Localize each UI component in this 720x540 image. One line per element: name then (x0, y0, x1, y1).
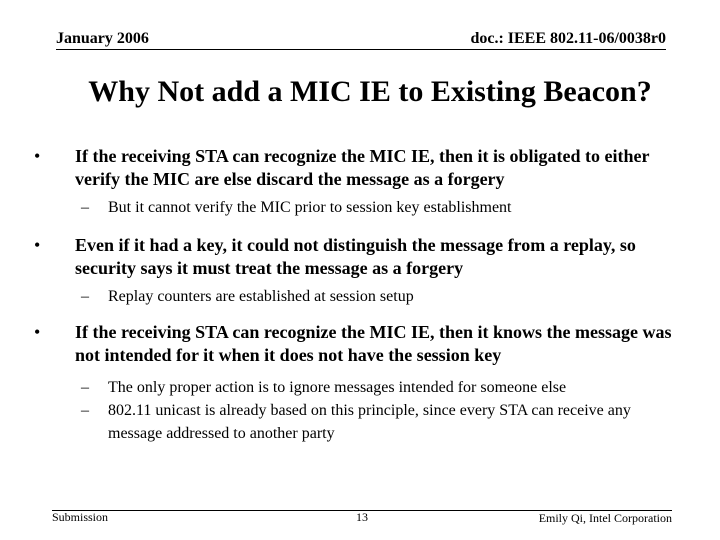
bullet-1-sub-1-text: But it cannot verify the MIC prior to session key establishment (108, 199, 512, 216)
bullet-2-text: Even if it had a key, it could not distinguish the message from a replay, so security says it must treat the message as a forgery (75, 235, 636, 278)
bullet-3 (34, 321, 684, 367)
bullet-3-sub-1-text: The only proper action is to ignore messages intended for someone else (108, 379, 567, 396)
bullet-1-text: If the receiving STA can recognize the MIC IE, then it is obligated to either verify the MIC are else discard the message as a forgery (75, 146, 650, 189)
bullet-2-sub-1 (34, 285, 684, 308)
bullet-3-sub-2 (34, 399, 684, 445)
bullet-mark: • (34, 235, 41, 255)
bullet-1 (34, 145, 684, 191)
footer-author: Emily Qi, Intel Corporation (538, 511, 672, 525)
bullet-2-sub-1-text: Replay counters are established at session setup (108, 288, 414, 305)
slide-title: Why Not add a MIC IE to Existing Beacon? (88, 75, 652, 108)
sub-mark: – (81, 199, 89, 216)
bullet-3-sub-1 (34, 376, 684, 399)
bullet-3-text: If the receiving STA can recognize the MIC IE, then it knows the message was not intended for it when it does not have the session key (75, 322, 672, 365)
sub-mark: – (81, 288, 89, 305)
bullet-mark: • (34, 322, 41, 342)
bullet-1-sub-1 (34, 196, 684, 219)
sub-mark: – (81, 379, 89, 396)
slide-body (34, 145, 684, 445)
page-number: 13 (356, 510, 368, 524)
bullet-mark: • (34, 146, 41, 166)
bullet-3-sub-2-text: 802.11 unicast is already based on this principle, since every STA can receive any message addressed to another party (108, 402, 631, 442)
header-date: January 2006 (56, 30, 149, 47)
header-divider (56, 49, 666, 50)
bullet-2 (34, 234, 684, 280)
footer-submission: Submission (52, 510, 109, 524)
sub-mark: – (81, 402, 89, 419)
header-doc-id: doc.: IEEE 802.11-06/0038r0 (470, 30, 666, 47)
